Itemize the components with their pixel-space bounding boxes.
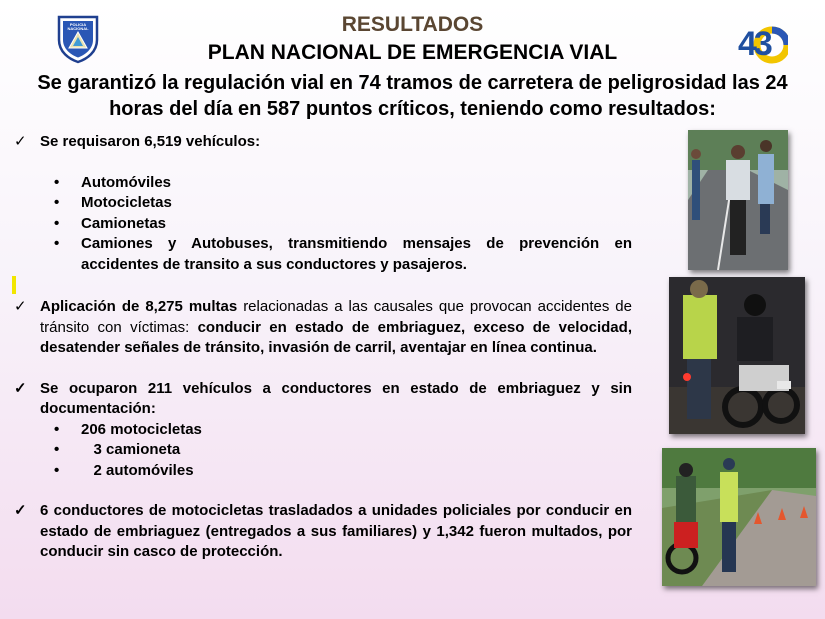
header (0, 12, 825, 67)
vehicle-type-list (14, 173, 632, 276)
bullet-icon: • (54, 194, 60, 211)
list-item: • Camiones y Autobuses, transmitiendo mensajes de prevención en accidentes de transito a sus conductores y pasajeros. (54, 235, 632, 273)
result-item-vehicles-checked (14, 132, 632, 153)
bullet-icon: • (54, 441, 60, 458)
fines-normal-text: relacionadas a las causales que provocan accidentes de tránsito con víctimas: (40, 298, 632, 336)
checkmark-icon: ✓ (14, 133, 27, 150)
result-item-drivers-transferred (14, 501, 632, 563)
list-item: • 206 motocicletas (14, 420, 632, 441)
bullet-icon: • (54, 461, 60, 479)
list-item: • 3 camioneta (14, 440, 632, 461)
result-item-text: 6 conductores de motocicletas trasladados a unidades policiales por conducir en estado de embriaguez (entregados a sus familiares) y 1,342 fueron multados, por conducir sin casco de protección. (40, 502, 632, 560)
seized-vehicle-list (14, 420, 632, 482)
policia-nacional-logo-text: POLICIA NACIONAL (67, 22, 89, 31)
checkmark-icon: ✓ (14, 379, 27, 397)
list-item: • 2 automóviles (14, 461, 632, 482)
result-item-text: Se ocuparon 211 vehículos a conductores en estado de embriaguez y sin documentación: (40, 379, 632, 417)
page-subtitle: PLAN NACIONAL DE EMERGENCIA VIAL (207, 41, 618, 64)
list-item: • Camionetas (14, 214, 632, 235)
list-item: • Automóviles (14, 173, 632, 194)
results-list (14, 132, 632, 563)
result-item-fines (14, 297, 632, 359)
result-item-vehicles-seized (14, 379, 632, 420)
photo-police-checkpoint-day (688, 130, 788, 270)
bullet-icon: • (54, 420, 60, 438)
checkmark-icon: ✓ (14, 298, 27, 315)
checkmark-icon: ✓ (14, 502, 27, 519)
list-item: • Motocicletas (14, 193, 632, 214)
photo-police-checkpoint-night (669, 277, 805, 434)
anniversary-number: 43 (738, 25, 770, 63)
intro-text: Se garantizó la regulación vial en 74 tramos de carretera de peligrosidad las 24 horas del día en 587 puntos críticos, teniendo como resultados: (37, 72, 788, 120)
bullet-icon: • (54, 214, 60, 232)
fines-bold-text: Aplicación de 8,275 multas (40, 298, 238, 315)
result-item-text: Se requisaron 6,519 vehículos: (40, 133, 261, 150)
bullet-icon: • (54, 173, 60, 191)
page-title: RESULTADOS (341, 13, 484, 36)
fines-causes-text: conducir en estado de embriaguez, exceso de velocidad, desatender señales de tránsito, invasión de carril, aventajar en línea continua. (40, 318, 632, 356)
bullet-icon: • (54, 235, 60, 252)
photo-police-checkpoint-cones (662, 448, 816, 586)
